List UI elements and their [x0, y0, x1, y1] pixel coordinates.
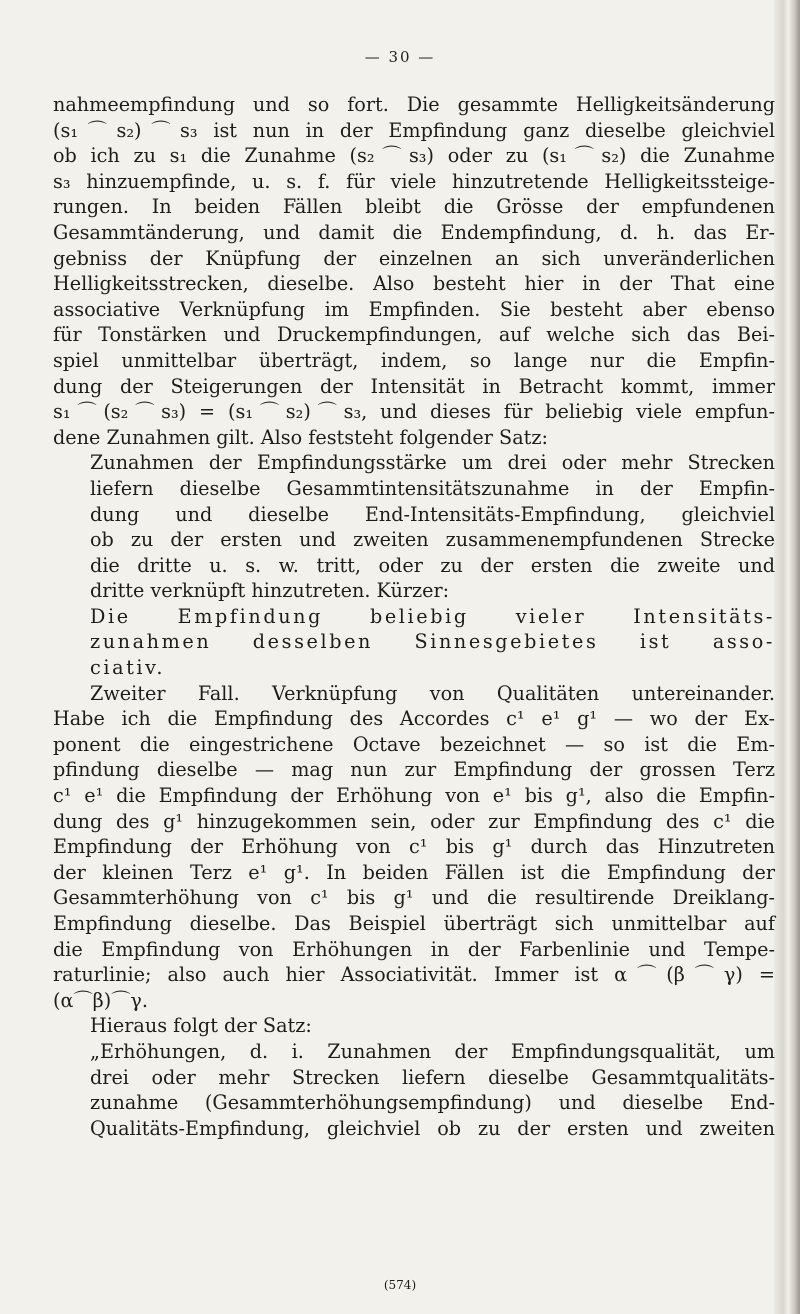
quote-line: zunahme (Gesammterhöhungsempfindung) und dieselbe End- [90, 1091, 775, 1115]
spaced-theorem-line: zunahmen desselben Sinnesgebietes ist asso- [90, 630, 775, 654]
text-line: Empfindung der Erhöhung von c¹ bis g¹ durch das Hinzutreten [53, 835, 775, 859]
text-line: spiel unmittelbar überträgt, indem, so lange nur die Empfin- [53, 348, 775, 372]
theorem-line: ob zu der ersten und zweiten zusammenempfundenen Strecke [90, 528, 775, 552]
theorem-line: Zunahmen der Empfindungsstärke um drei oder mehr Strecken [90, 451, 775, 475]
quote-line: „Erhöhungen, d. i. Zunahmen der Empfindungsqualität, um [90, 1039, 775, 1063]
text-line: dung der Steigerungen der Intensität in Betracht kommt, immer [53, 374, 775, 398]
printer-signature: (574) [383, 1278, 417, 1292]
theorem-line: die dritte u. s. w. tritt, oder zu der ersten die zweite und [90, 553, 775, 577]
text-line: ob ich zu s₁ die Zunahme (s₂⌒s₃) oder zu (s₁⌒s₂) die Zunahme [53, 144, 775, 168]
text-line: s₃ hinzuempfinde, u. s. f. für viele hinzutretende Helligkeitssteige- [53, 169, 775, 193]
text-line: der kleinen Terz e¹ g¹. In beiden Fällen ist die Empfindung der [53, 860, 775, 884]
spaced-theorem-line: Die Empfindung beliebig vieler Intensitäts- [90, 604, 775, 628]
text-line: gebniss der Knüpfung der einzelnen an sich unveränderlichen [53, 246, 775, 270]
body-text [53, 92, 775, 1141]
theorem-line: liefern dieselbe Gesammtintensitätszunahme in der Empfin- [90, 476, 775, 500]
text-line: die Empfindung von Erhöhungen in der Farbenlinie und Tempe- [53, 937, 775, 961]
text-line: (α⌒β)⌒γ. [53, 988, 148, 1012]
text-line: Habe ich die Empfindung des Accordes c¹ e¹ g¹ — wo der Ex- [53, 707, 775, 731]
text-line: dung des g¹ hinzugekommen sein, oder zur Empfindung des c¹ die [53, 809, 775, 833]
theorem-line: dritte verknüpft hinzutreten. Kürzer: [90, 579, 450, 603]
text-line: s₁⌒(s₂⌒s₃) = (s₁⌒s₂)⌒s₃, und dieses für beliebig viele empfun- [53, 400, 775, 424]
text-line: associative Verknüpfung im Empfinden. Sie besteht aber ebenso [53, 297, 775, 321]
text-line: raturlinie; also auch hier Associativität. Immer ist α⌒(β⌒γ) = [53, 963, 775, 987]
text-line: rungen. In beiden Fällen bleibt die Grösse der empfundenen [53, 195, 775, 219]
text-line: nahmeempfindung und so fort. Die gesammte Helligkeitsänderung [53, 93, 775, 116]
text-line: pfindung dieselbe — mag nun zur Empfindung der grossen Terz [53, 758, 775, 782]
quote-line: drei oder mehr Strecken liefern dieselbe Gesammtqualitäts- [90, 1065, 775, 1089]
text-line: Gesammtänderung, und damit die Endempfindung, d. h. das Er- [53, 220, 775, 244]
page-edge [774, 0, 800, 1314]
text-line: ponent die eingestrichene Octave bezeichnet — so ist die Em- [53, 732, 775, 756]
page-number: — 30 — [364, 48, 436, 66]
text-line: Hieraus folgt der Satz: [90, 1014, 312, 1038]
text-line: dene Zunahmen gilt. Also feststeht folgender Satz: [53, 425, 548, 449]
text-line: (s₁⌒s₂)⌒s₃ ist nun in der Empfindung ganz dieselbe gleichviel [53, 118, 775, 142]
text-line: für Tonstärken und Druckempfindungen, auf welche sich das Bei- [53, 323, 775, 347]
text-line: Helligkeitsstrecken, dieselbe. Also besteht hier in der That eine [53, 272, 775, 296]
text-line: Empfindung dieselbe. Das Beispiel überträgt sich unmittelbar auf [53, 912, 775, 935]
text-line: Zweiter Fall. Verknüpfung von Qualitäten untereinander. [90, 681, 775, 705]
theorem-line: dung und dieselbe End-Intensitäts-Empfindung, gleichviel [90, 502, 775, 526]
text-line: c¹ e¹ die Empfindung der Erhöhung von e¹ bis g¹, also die Empfin- [53, 784, 775, 808]
quote-line: Qualitäts-Empfindung, gleichviel ob zu der ersten und zweiten [90, 1116, 775, 1140]
text-line: Gesammterhöhung von c¹ bis g¹ und die resultirende Dreiklang- [53, 886, 775, 910]
spaced-theorem-line: ciativ. [90, 656, 166, 680]
